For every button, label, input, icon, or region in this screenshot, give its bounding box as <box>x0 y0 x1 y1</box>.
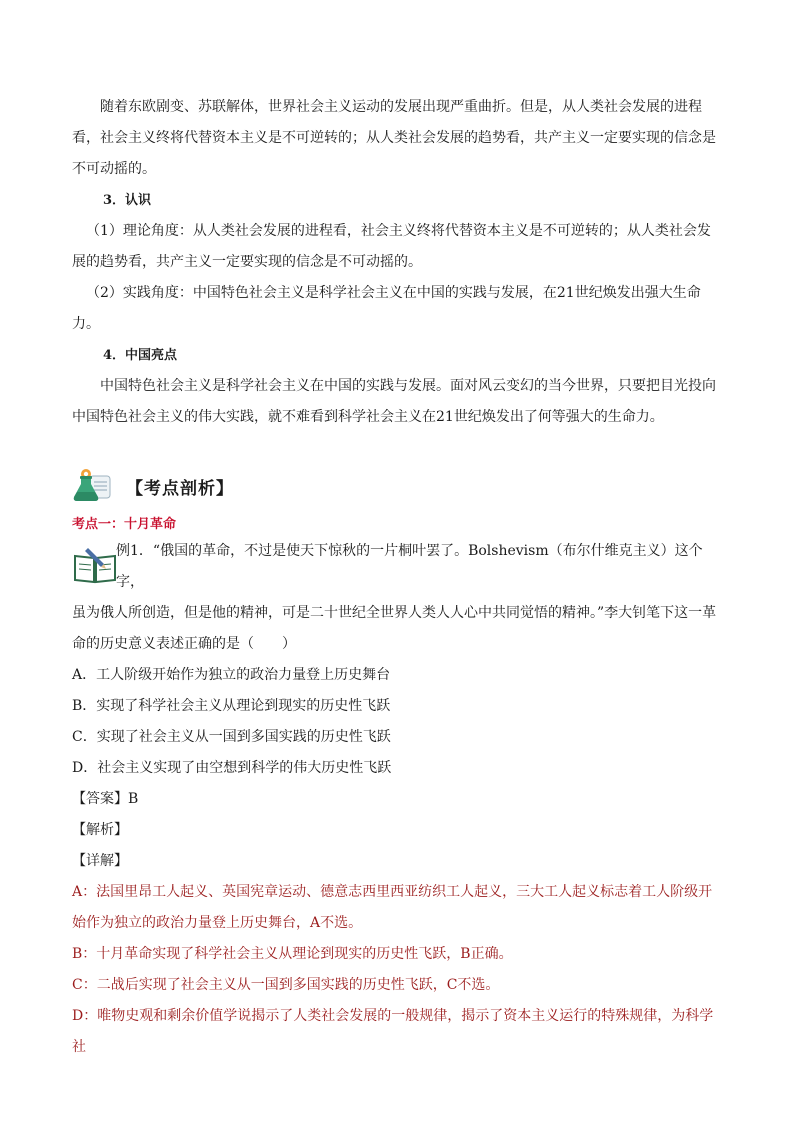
section-header <box>72 464 472 508</box>
example-stem: 虽为俄人所创造，但是他的精神，可是二十世纪全世界人类人人心中共同觉悟的精神。”李大钊笔下这一革命的历史意义表述正确的是（ ） <box>72 605 717 652</box>
answer-label: 【答案】 <box>72 791 128 807</box>
recognize-practice: （2）实践角度：中国特色社会主义是科学社会主义在中国的实践与发展，在21世纪焕发出强大生命力。 <box>72 285 701 332</box>
option-a: A．工人阶级开始作为独立的政治力量登上历史舞台 <box>72 667 391 683</box>
flask-icon <box>72 464 118 508</box>
example-block <box>72 536 724 1063</box>
answer-line <box>72 784 724 815</box>
kaodian-label: 考点一：十月革命 <box>72 517 177 532</box>
recognize-heading: 3．认识 <box>103 193 152 208</box>
explanation-c: C：二战后实现了社会主义从一国到多国实践的历史性飞跃，C不选。 <box>72 977 500 993</box>
explanation-a: A：法国里昂工人起义、英国宪章运动、德意志西里西亚纺织工人起义，三大工人起义标志着工人阶级开始作为独立的政治力量登上历史舞台，A不选。 <box>72 884 713 931</box>
intro-paragraph: 随着东欧剧变、苏联解体，世界社会主义运动的发展出现严重曲折。但是，从人类社会发展的进程看，社会主义终将代替资本主义是不可逆转的；从人类社会发展的趋势看，共产主义一定要实现的信念是不可动摇的。 <box>72 99 716 177</box>
detail-label: 【详解】 <box>72 853 128 869</box>
explanation-b: B：十月革命实现了科学社会主义从理论到现实的历史性飞跃，B正确。 <box>72 946 513 962</box>
analysis-label: 【解析】 <box>72 822 128 838</box>
explanation-d: D：唯物史观和剩余价值学说揭示了人类社会发展的一般规律，揭示了资本主义运行的特殊规律，为科学社 <box>72 1008 714 1055</box>
book-pencil-icon <box>72 544 118 588</box>
option-d: D．社会主义实现了由空想到科学的伟大历史性飞跃 <box>72 760 392 776</box>
option-c: C．实现了社会主义从一国到多国实践的历史性飞跃 <box>72 729 391 745</box>
highlight-heading: 4．中国亮点 <box>103 348 178 363</box>
content-top <box>72 92 724 433</box>
section-title: 【考点剖析】 <box>126 478 234 499</box>
answer-value: B <box>128 791 139 807</box>
recognize-theory: （1）理论角度：从人类社会发展的进程看，社会主义终将代替资本主义是不可逆转的；从人类社会发展的趋势看，共产主义一定要实现的信念是不可动摇的。 <box>72 223 711 270</box>
option-b: B．实现了科学社会主义从理论到现实的历史性飞跃 <box>72 698 391 714</box>
example-stem-line1: 例1．“俄国的革命，不过是使天下惊秋的一片桐叶罢了。Bolshevism（布尔什维克主义）这个字， <box>116 543 703 590</box>
highlight-paragraph: 中国特色社会主义是科学社会主义在中国的实践与发展。面对风云变幻的当今世界，只要把目光投向中国特色社会主义的伟大实践，就不难看到科学社会主义在21世纪焕发出了何等强大的生命力。 <box>72 378 716 425</box>
